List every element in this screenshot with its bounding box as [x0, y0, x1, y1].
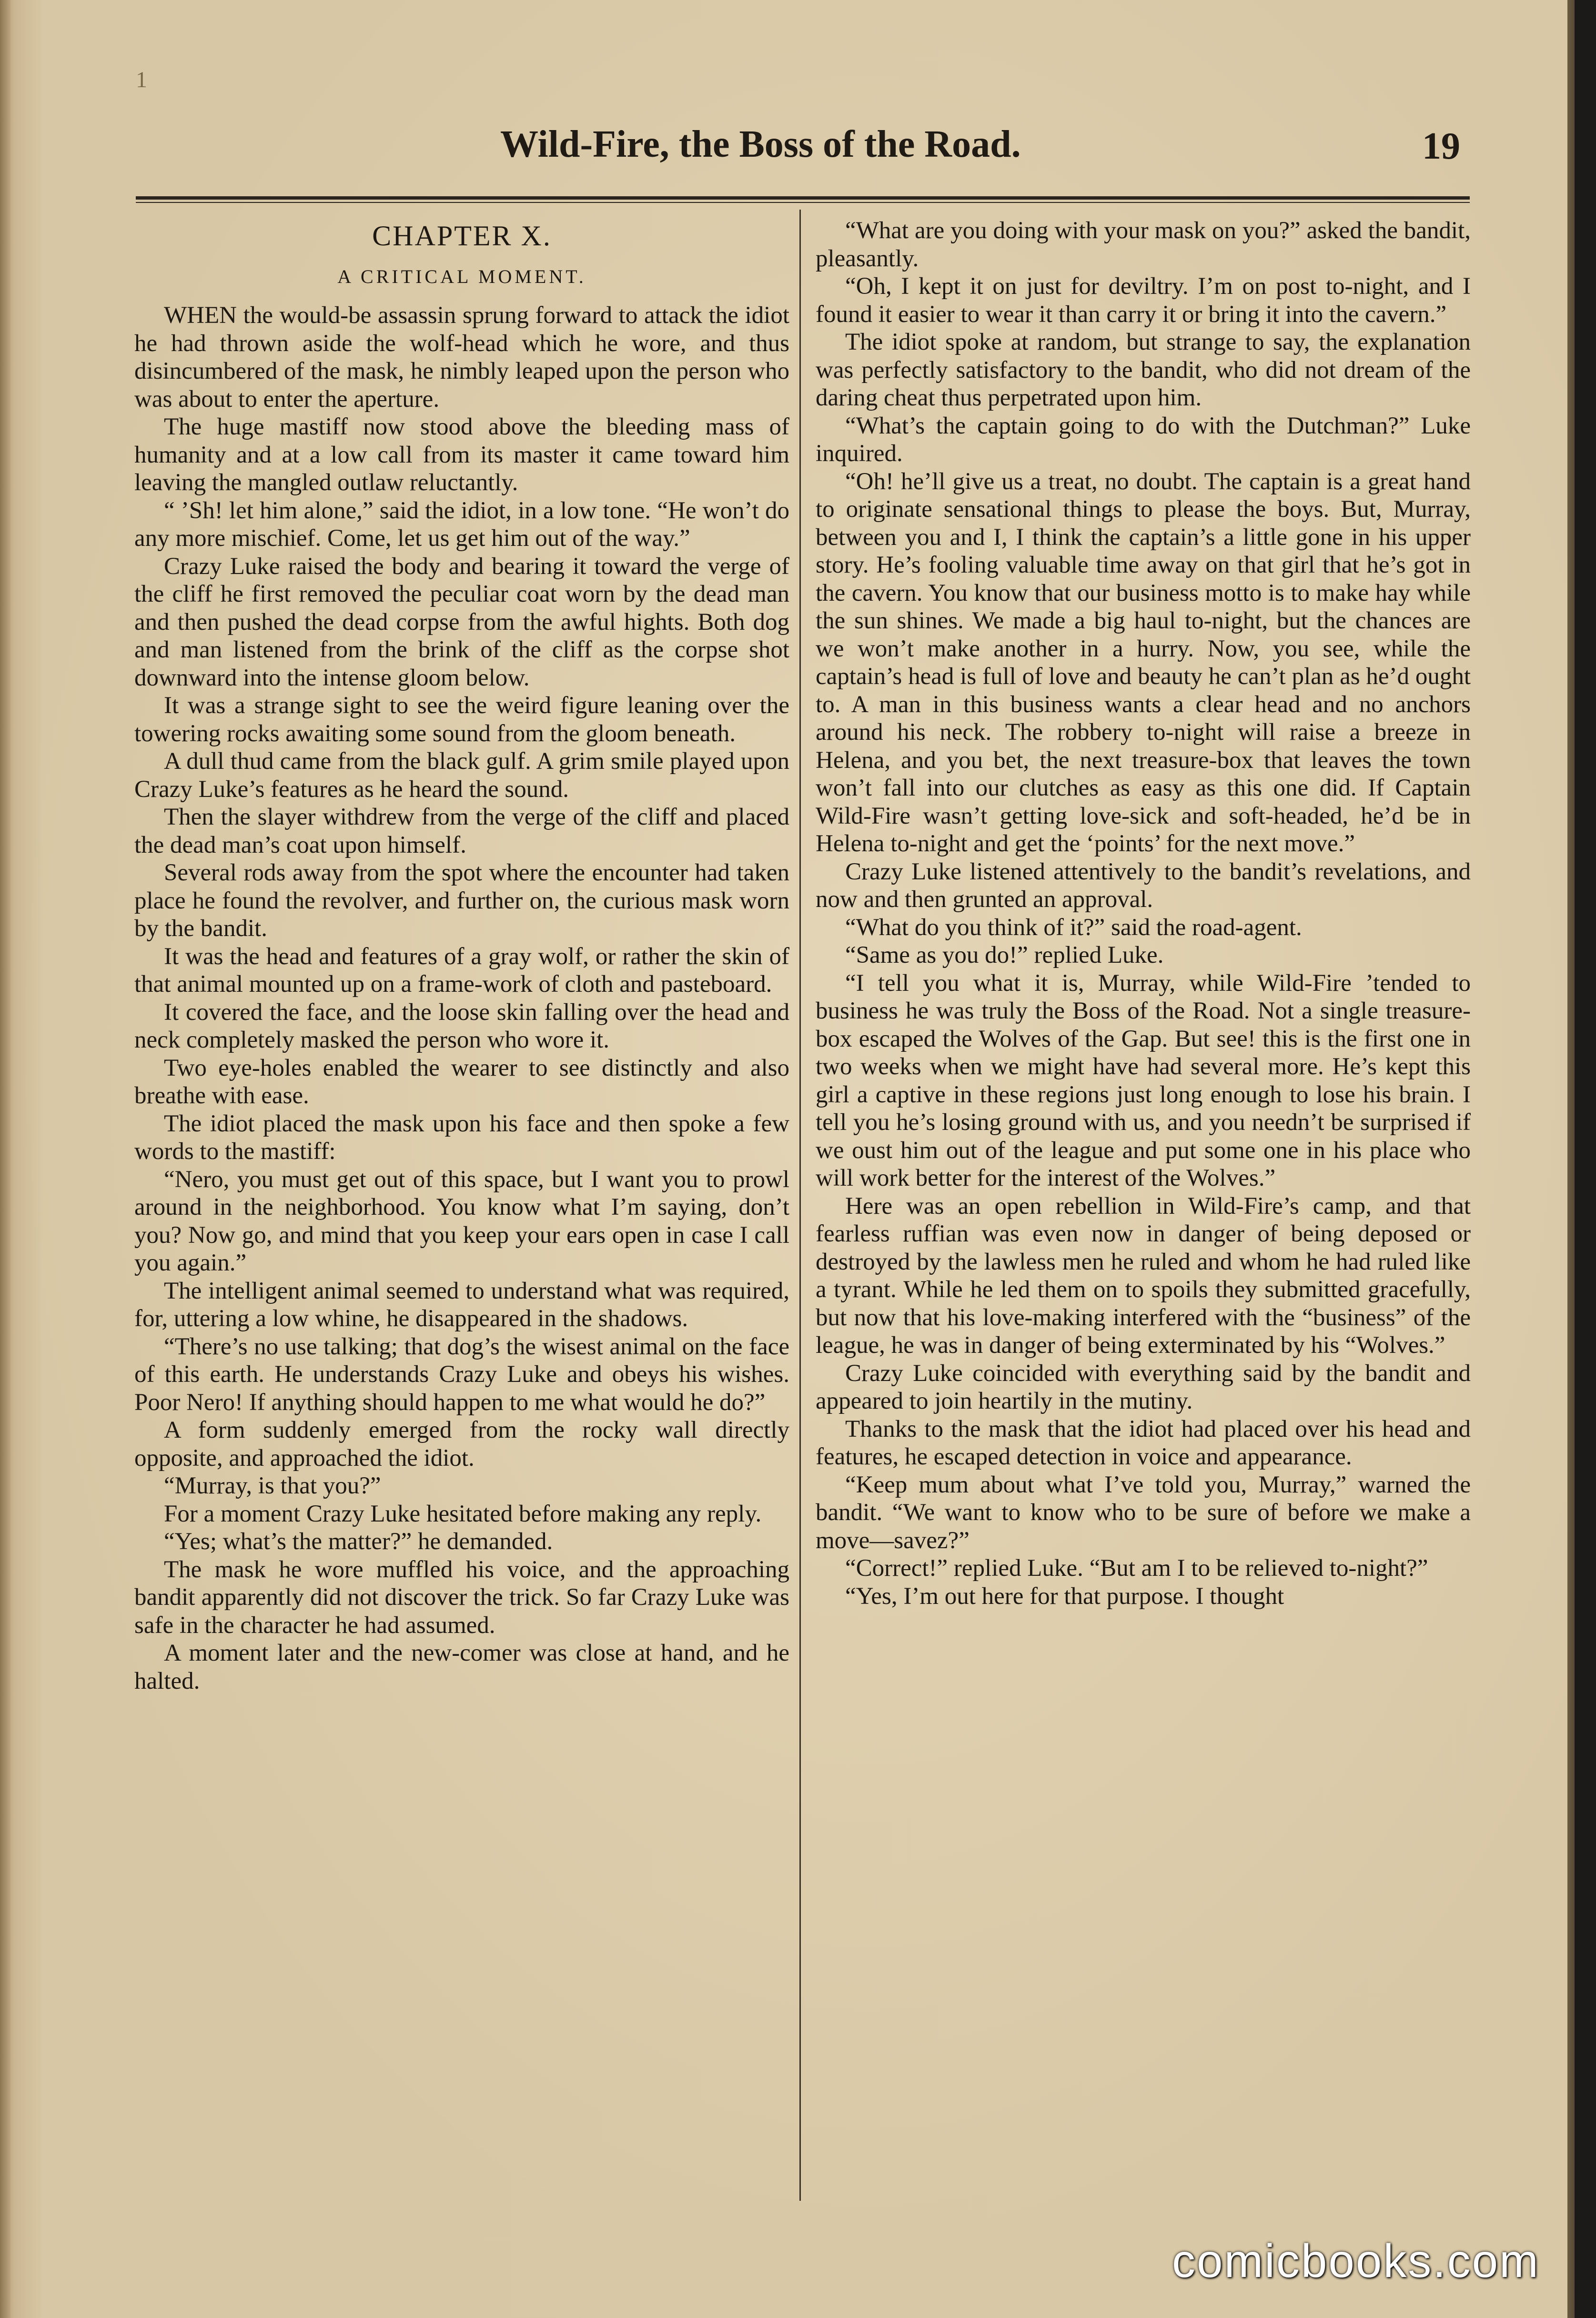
- paragraph: “Nero, you must get out of this space, but I want you to prowl around in the neighborhood. You know what I’m saying, don’t you? Now go, and mind that you keep your ears open in case I call you again.”: [134, 1166, 789, 1276]
- paragraph: “Yes; what’s the matter?” he demanded.: [164, 1528, 553, 1555]
- page-spine-shadow: [0, 0, 10, 2318]
- column-divider: [799, 210, 801, 2201]
- paragraph: “I tell you what it is, Murray, while Wild-Fire ’tended to business he was truly the Boss of the Road. Not a single treasure-box escaped the Wolves of the Gap. But see! this is the first one in two weeks when we might have had several more. He’s kept this girl a captive in these regions just long enough to lose his brain. I tell you he’s losing ground with us, and you needn’t be surprised if we oust him out of the league and put some one in his place who will work better for the interest of the Wolves.”: [816, 969, 1471, 1191]
- paragraph: “Same as you do!” replied Luke.: [845, 942, 1164, 968]
- paragraph: “Oh! he’ll give us a treat, no doubt. The captain is a great hand to originate sensational things to please the boys. But, Murray, between you and I, I think the captain’s a little gone in his upper story. He’s fooling valuable time away on that girl that he’s got in the cavern. You know that our business motto is to make hay while the sun shines. We made a big haul to-night, but the chances are we won’t make another in a hurry. Now, you see, while the captain’s head is full of love and beauty he can’t plan as he’d ought to. A man in this business wants a clear head and no anchors around his neck. The robbery to-night will raise a breeze in Helena, and you bet, the next treasure-box that leaves the town won’t fall into our clutches as easy as this one did. If Captain Wild-Fire wasn’t getting love-sick and soft-headed, he’d be in Helena to-night and get the ‘points’ for the next move.”: [816, 468, 1471, 857]
- page-edge-shadow: [1567, 0, 1575, 2318]
- paragraph: WHEN the would-be assassin sprung forward to attack the idiot he had thrown aside the wolf-head which he wore, and thus disincumbered of the mask, he nimbly leaped upon the person who was about to enter the aperture.: [134, 302, 789, 413]
- paragraph: “Oh, I kept it on just for deviltry. I’m on post to-night, and I found it easier to wear it than carry it or bring it into the cavern.”: [816, 273, 1471, 328]
- paragraph: Two eye-holes enabled the wearer to see distinctly and also breathe with ease.: [134, 1054, 789, 1109]
- paragraph: It was the head and features of a gray wolf, or rather the skin of that animal mounted up on a frame-work of cloth and pasteboard.: [134, 943, 789, 998]
- paragraph: “Yes, I’m out here for that purpose. I thought: [845, 1582, 1284, 1610]
- paragraph: It covered the face, and the loose skin falling over the head and neck completely masked the person who wore it.: [134, 998, 789, 1053]
- left-paragraphs: [134, 302, 789, 1695]
- page-mark: 1: [136, 67, 147, 92]
- paragraph: The idiot spoke at random, but strange to say, the explanation was perfectly satisfactory to the bandit, who did not dream of the daring cheat thus perpetrated upon him.: [816, 329, 1471, 411]
- paragraph: “What do you think of it?” said the road-agent.: [845, 914, 1302, 941]
- paragraph: Then the slayer withdrew from the verge of the cliff and placed the dead man’s coat upon himself.: [134, 804, 789, 858]
- paragraph: “Correct!” replied Luke. “But am I to be relieved to-night?”: [845, 1555, 1428, 1582]
- chapter-title: CHAPTER X.: [372, 220, 552, 252]
- paragraph: The idiot placed the mask upon his face and then spoke a few words to the mastiff:: [134, 1110, 789, 1165]
- paragraph: “What are you doing with your mask on you?” asked the bandit, pleasantly.: [816, 217, 1471, 272]
- paragraph: A dull thud came from the black gulf. A grim smile played upon Crazy Luke’s features as he heard the sound.: [134, 748, 789, 803]
- paragraph: Crazy Luke coincided with everything said by the bandit and appeared to join heartily in the mutiny.: [816, 1360, 1471, 1414]
- paragraph: Several rods away from the spot where the encounter had taken place he found the revolver, and further on, the curious mask worn by the bandit.: [134, 859, 789, 942]
- right-paragraphs: [816, 217, 1471, 1610]
- paragraph: A form suddenly emerged from the rocky wall directly opposite, and approached the idiot.: [134, 1417, 789, 1471]
- paragraph: “What’s the captain going to do with the Dutchman?” Luke inquired.: [816, 412, 1471, 467]
- paragraph: It was a strange sight to see the weird figure leaning over the towering rocks awaiting some sound from the gloom beneath.: [134, 692, 789, 747]
- watermark: comicbooks.com: [1172, 2235, 1540, 2287]
- paragraph: “Murray, is that you?”: [164, 1472, 381, 1499]
- paragraph: For a moment Crazy Luke hesitated before making any reply.: [164, 1500, 762, 1527]
- paragraph: Crazy Luke raised the body and bearing it toward the verge of the cliff he first removed the peculiar coat worn by the dead man and then pushed the dead corpse from the awful hights. Both dog and man listened from the brink of the cliff as the corpse shot downward into the intense gloom below.: [134, 553, 789, 691]
- paragraph: Here was an open rebellion in Wild-Fire’s camp, and that fearless ruffian was even now in danger of being deposed or destroyed by the lawless men he ruled and whom he had ruled like a tyrant. While he led them on to spoils they submitted gracefully, but now that his love-making interfered with the “business” of the league, he was in danger of being exterminated by his “Wolves.”: [816, 1192, 1471, 1359]
- paragraph: A moment later and the new-comer was close at hand, and he halted.: [134, 1640, 789, 1694]
- page-number: 19: [1422, 125, 1460, 167]
- right-column: [816, 217, 1471, 1610]
- header-rule: [136, 196, 1470, 200]
- paragraph: The mask he wore muffled his voice, and the approaching bandit apparently did not discover the trick. So far Crazy Luke was safe in the character he had assumed.: [134, 1556, 789, 1639]
- paragraph: The huge mastiff now stood above the bleeding mass of humanity and at a low call from its master it came toward him leaving the mangled outlaw reluctantly.: [134, 413, 789, 496]
- paragraph: “There’s no use talking; that dog’s the wisest animal on the face of this earth. He understands Crazy Luke and obeys his wishes. Poor Nero! If anything should happen to me what would he do?”: [134, 1333, 789, 1416]
- paragraph: “Keep mum about what I’ve told you, Murray,” warned the bandit. “We want to know who to be sure of before we make a move—savez?”: [816, 1471, 1471, 1554]
- header-rule-thin: [136, 202, 1470, 203]
- running-head: Wild-Fire, the Boss of the Road.: [500, 123, 1021, 165]
- paragraph: Thanks to the mask that the idiot had placed over his head and features, he escaped detection in voice and appearance.: [816, 1415, 1471, 1470]
- paragraph: “ ’Sh! let him alone,” said the idiot, in a low tone. “He won’t do any more mischief. Come, let us get him out of the way.”: [134, 497, 789, 552]
- paragraph: The intelligent animal seemed to understand what was required, for, uttering a low whine, he disappeared in the shadows.: [134, 1277, 789, 1332]
- left-column: [134, 217, 789, 1695]
- chapter-subtitle: A CRITICAL MOMENT.: [337, 266, 586, 287]
- paragraph: Crazy Luke listened attentively to the bandit’s revelations, and now and then grunted an approval.: [816, 858, 1471, 913]
